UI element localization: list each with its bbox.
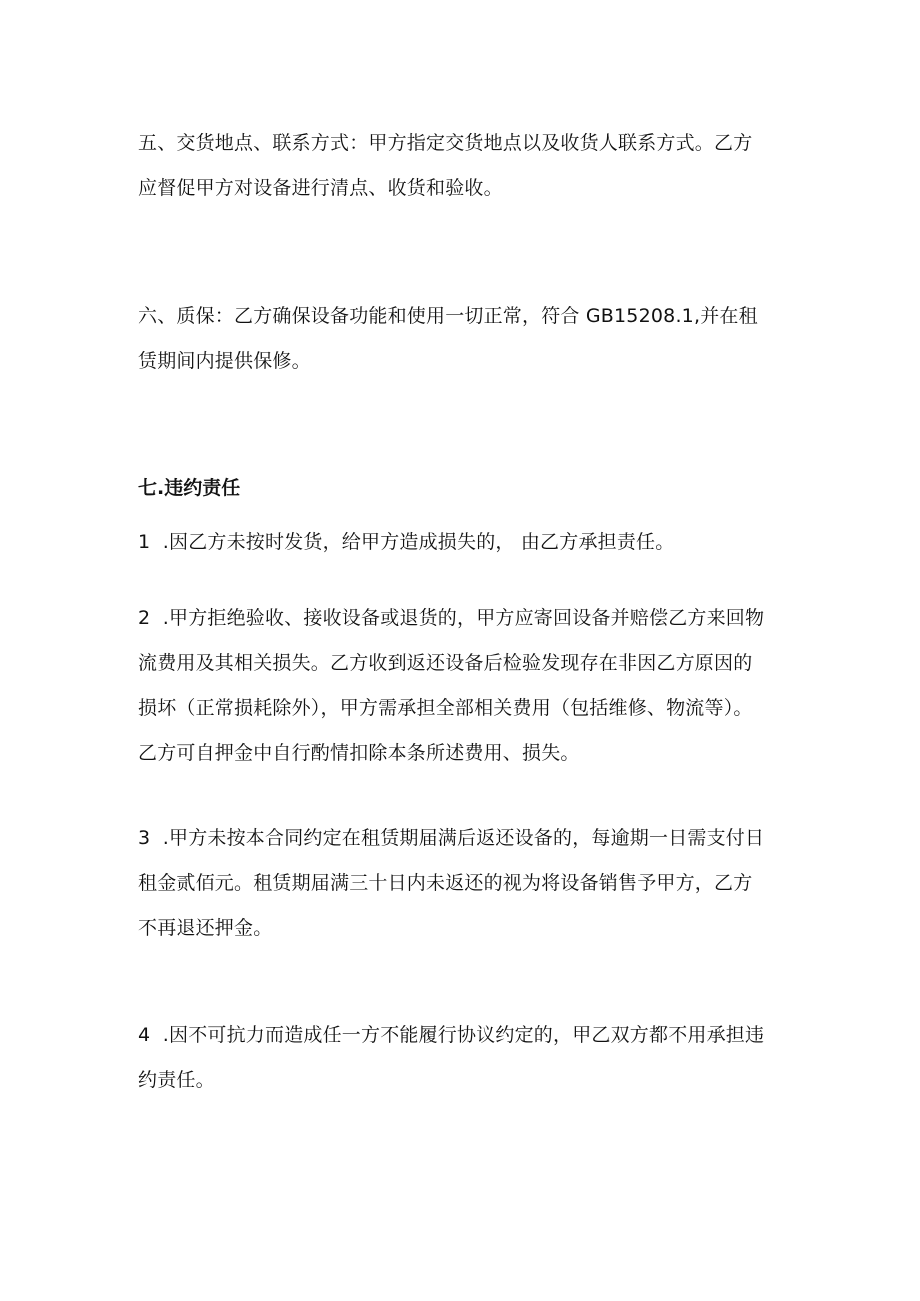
- clause-4-paragraph: [138, 1013, 798, 1103]
- paragraph-line: 乙方可自押金中自行酌情扣除本条所述费用、损失。: [138, 742, 580, 764]
- paragraph-line: 1 .因乙方未按时发货，给甲方造成损失的， 由乙方承担责任。: [138, 531, 675, 553]
- paragraph-line: 约责任。: [138, 1069, 215, 1091]
- clause-3-paragraph: [138, 816, 798, 951]
- paragraph-line: 不再退还押金。: [138, 917, 273, 939]
- paragraph-line: 3 .甲方未按本合同约定在租赁期届满后返还设备的，每逾期一日需支付日: [138, 827, 765, 849]
- paragraph-line: 六、质保：乙方确保设备功能和使用一切正常，符合 GB15208.1,并在租: [138, 305, 758, 327]
- paragraph-line: 赁期间内提供保修。: [138, 350, 311, 372]
- paragraph-line: 五、交货地点、联系方式：甲方指定交货地点以及收货人联系方式。乙方: [138, 132, 753, 154]
- section-5-paragraph: [138, 121, 798, 211]
- paragraph-line: 租金贰佰元。租赁期届满三十日内未返还的视为将设备销售予甲方，乙方: [138, 872, 753, 894]
- section-7-heading: 七.违约责任: [138, 477, 241, 499]
- clause-2-paragraph: [138, 596, 798, 776]
- paragraph-line: 损坏（正常损耗除外），甲方需承担全部相关费用（包括维修、物流等）。: [138, 697, 753, 719]
- section-6-paragraph: [138, 294, 798, 384]
- clause-1-paragraph: [138, 520, 798, 565]
- paragraph-line: 4 .因不可抗力而造成任一方不能履行协议约定的，甲乙双方都不用承担违: [138, 1024, 765, 1046]
- paragraph-line: 应督促甲方对设备进行清点、收货和验收。: [138, 177, 503, 199]
- paragraph-line: 流费用及其相关损失。乙方收到返还设备后检验发现存在非因乙方原因的: [138, 652, 753, 674]
- paragraph-line: 2 .甲方拒绝验收、接收设备或退货的，甲方应寄回设备并赔偿乙方来回物: [138, 607, 765, 629]
